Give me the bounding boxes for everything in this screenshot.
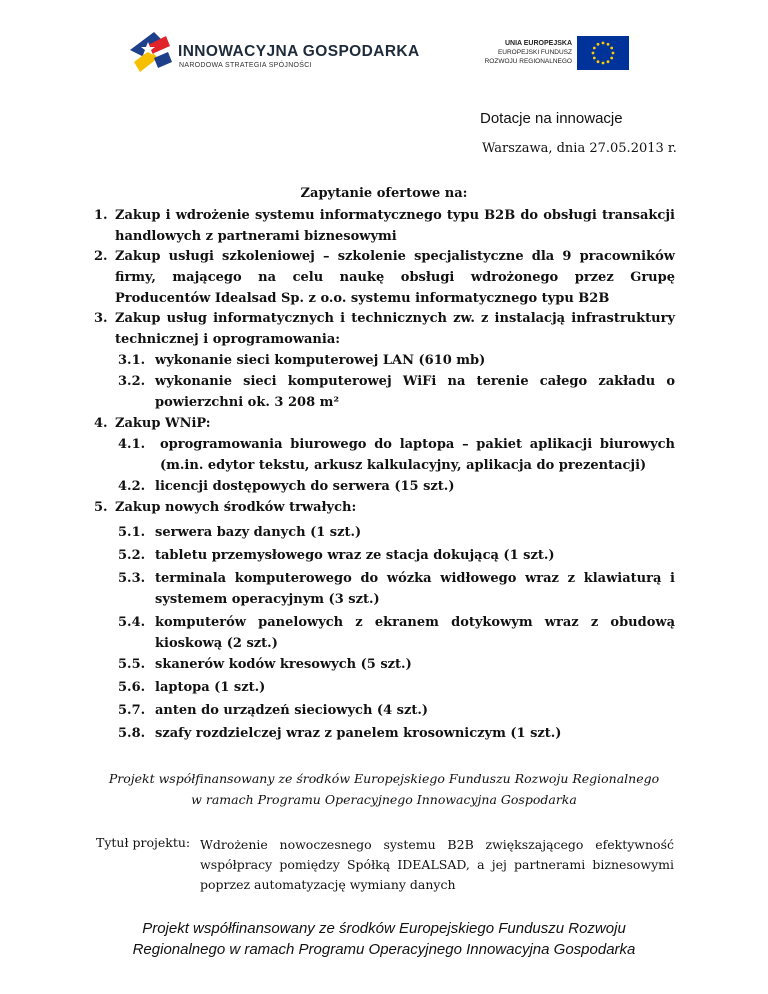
subitem-number: 5.6.	[118, 680, 146, 695]
eu-logo-line3: ROZWOJU REGIONALNEGO	[484, 58, 572, 65]
project-title-text: Wdrożenie nowoczesnego systemu B2B zwiększającego efektywność współpracy pomiędzy Spółką IDEALSAD, a jej partnerami biznesowymi poprzez automatyzację wymiany danych	[200, 837, 674, 892]
sub-list-item: komputerów panelowych z ekranem dotykowym wraz z obudową kioskową (2 szt.)	[155, 615, 675, 651]
item-number: 4.	[94, 416, 108, 431]
item-number: 3.	[94, 311, 108, 326]
subitem-number: 5.1.	[118, 525, 146, 540]
list-item: Zakup usługi szkoleniowej – szkolenie specjalistyczne dla 9 pracowników firmy, mającego na celu naukę obsługi wdrożonego przez Grupę Producentów Idealsad Sp. z o.o. systemu informatycznego typu B2B	[115, 249, 675, 306]
sub-list-item: oprogramowania biurowego do laptopa – pakiet aplikacji biurowych (m.in. edytor tekstu, arkusz kalkulacyjny, aplikacja do prezentacji)	[160, 437, 675, 473]
sub-list-item: terminala komputerowego do wózka widłowego wraz z klawiaturą i systemem operacyjnym (3 szt.)	[155, 571, 675, 607]
list-item: Zakup WNiP:	[115, 416, 211, 431]
subitem-number: 3.1.	[118, 353, 146, 368]
list-item: Zakup i wdrożenie systemu informatycznego typu B2B do obsługi transakcji handlowych z partnerami biznesowymi	[115, 208, 675, 244]
footer-line2: Regionalnego w ramach Programu Operacyjnego Innowacyjna Gospodarka	[132, 941, 636, 958]
eu-logo-line2: EUROPEJSKI FUNDUSZ	[497, 49, 572, 56]
subitem-number: 3.2.	[118, 374, 146, 389]
cofinancing-note-line2: w ramach Programu Operacyjnego Innowacyjna Gospodarka	[191, 792, 577, 807]
eu-logo-text	[468, 39, 572, 66]
document-date: Warszawa, dnia 27.05.2013 r.	[482, 141, 677, 156]
sub-list-item: tabletu przemysłowego wraz ze stacja dokującą (1 szt.)	[155, 548, 555, 563]
subitem-number: 4.1.	[118, 437, 146, 452]
document-title: Zapytanie ofertowe na:	[300, 186, 468, 201]
eu-flag-icon	[577, 36, 629, 70]
sub-list-item: wykonanie sieci komputerowej LAN (610 mb)	[155, 353, 486, 368]
subitem-number: 5.2.	[118, 548, 146, 563]
subitem-number: 5.7.	[118, 703, 146, 718]
subitem-number: 5.4.	[118, 615, 146, 630]
project-title-label: Tytuł projektu:	[96, 835, 191, 850]
sub-list-item: skanerów kodów kresowych (5 szt.)	[155, 657, 412, 672]
sub-list-item: laptopa (1 szt.)	[155, 680, 266, 695]
sub-list-item: szafy rozdzielczej wraz z panelem krosowniczym (1 szt.)	[155, 726, 562, 741]
item-number: 2.	[94, 249, 108, 264]
footer-line1: Projekt współfinansowany ze środków Europejskiego Funduszu Rozwoju	[142, 920, 626, 937]
item-number: 1.	[94, 208, 108, 223]
subitem-number: 5.5.	[118, 657, 146, 672]
item-number: 5.	[94, 500, 108, 515]
list-item: Zakup usług informatycznych i technicznych zw. z instalacją infrastruktury technicznej i oprogramowania:	[115, 311, 675, 347]
sub-list-item: licencji dostępowych do serwera (15 szt.)	[155, 479, 455, 494]
cofinancing-note	[0, 768, 768, 810]
subsidy-heading: Dotacje na innowacje	[480, 110, 623, 127]
sub-list-item: wykonanie sieci komputerowej WiFi na terenie całego zakładu o powierzchni ok. 3 208 m²	[155, 374, 675, 410]
subitem-number: 4.2.	[118, 479, 146, 494]
list-item: Zakup nowych środków trwałych:	[115, 500, 357, 515]
innowacyjna-gospodarka-logo-icon	[128, 28, 174, 74]
cofinancing-note-line1: Projekt współfinansowany ze środków Europejskiego Funduszu Rozwoju Regionalnego	[108, 771, 660, 786]
ig-logo-title: INNOWACYJNA GOSPODARKA	[178, 43, 420, 60]
ig-logo-subtitle: NARODOWA STRATEGIA SPÓJNOŚCI	[179, 62, 312, 69]
subitem-number: 5.3.	[118, 571, 146, 586]
eu-logo-line1: UNIA EUROPEJSKA	[504, 40, 572, 47]
sub-list-item: serwera bazy danych (1 szt.)	[155, 525, 362, 540]
sub-list-item: anten do urządzeń sieciowych (4 szt.)	[155, 703, 429, 718]
subitem-number: 5.8.	[118, 726, 146, 741]
footer-note	[0, 918, 768, 960]
